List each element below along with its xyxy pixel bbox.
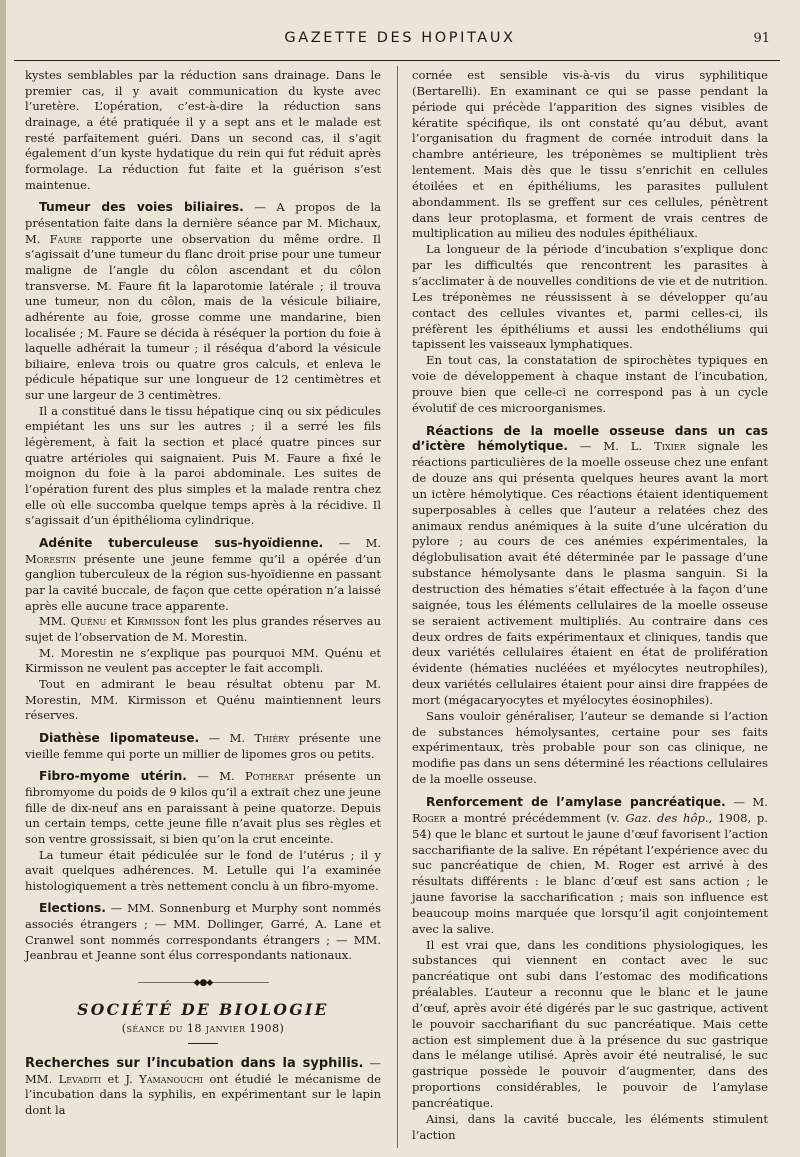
author-name: Levaditi bbox=[58, 1071, 102, 1086]
paragraph: MM. Quénu et Kirmisson font les plus grandes réserves au sujet de l’observation de M. Morestin. bbox=[25, 614, 381, 644]
page-spine-edge bbox=[0, 0, 6, 1157]
section-heading: Diathèse lipomateuse. bbox=[39, 730, 200, 745]
running-header bbox=[0, 30, 800, 60]
paragraph-amylase: Renforcement de l’amylase pancréatique. — M. Roger a montré précédemment (v. Gaz. des hôp., 1908, p. 54) que le blanc et surtout le jaune d’œuf favorisent l’action saccharifiante de la salive. En répétant l’expérience avec du suc pancréatique de chien, M. Roger est arrivé à des résultats différents : le blanc d’œuf est sans action ; le jaune favorise la saccharification ; mais son influence est beaucoup moins marquée que lorsqu’il agit conjointement avec la salive. bbox=[412, 794, 768, 936]
paragraph: Il a constitué dans le tissu hépatique cinq ou six pédicules empiétant les uns sur les autres ; il a serré les fils légèrement, à fait la section et placé quatre pinces sur quatre artérioles qui saignaient. Puis M. Faure a fixé le moignon du foie à la paroi abdominale. Les suites de l’opération furent des plus simples et la malade rentra chez elle où elle succomba quelque temps après à la récidive. Il s’agissait d’un épithélioma cylindrique. bbox=[25, 403, 381, 528]
author-name: Faure bbox=[49, 231, 82, 246]
left-column bbox=[25, 68, 381, 1119]
author-name: Yamanouchi bbox=[139, 1071, 204, 1086]
paragraph: En tout cas, la constatation de spirochètes typiques en voie de développement à chaque instant de l’incubation, prouve bien que celle-ci ne correspond pas à un cycle évolutif de ces microorganismes. bbox=[412, 353, 768, 415]
paragraph: Il est vrai que, dans les conditions physiologiques, les substances qui viennent en contact avec le suc pancréatique ont subi dans l’estomac des modifications préalables. L’auteur a reconnu que le blanc et le jaune d’œuf, après avoir été digérés par le suc gastrique, activent le pouvoir saccharifiant du suc pancréatique. Mais cette action est simplement due à la présence du suc gastrique dans le mélange utilisé. Après avoir été neutralisé, le suc gastrique possède le pouvoir d’augmenter, dans des proportions considérables, le pouvoir de l’amylase pancréatique. bbox=[412, 937, 768, 1110]
paragraph: La longueur de la période d’incubation s’explique donc par les difficultés que rencontrent les parasites à s’acclimater à de nouvelles conditions de vie et de nutrition. Les tréponèmes ne réussissent à se développer qu’au contact des cellules vivantes et, parmi celles-ci, ils préfèrent les épithéliums et aussi les endothéliums qui tapissent les vaisseaux lymphatiques. bbox=[412, 242, 768, 352]
paragraph: Sans vouloir généraliser, l’auteur se demande si l’action de substances hémolysantes, certaine pour ses faits expérimentaux, très probable pour son cas clinique, ne modifie pas dans un sens déterminé les réactions cellulaires de la moelle osseuse. bbox=[412, 708, 768, 787]
section-heading: Réactions de la moelle osseuse dans un cas d’ictère hémolytique. bbox=[412, 423, 768, 454]
author-name: Quénu bbox=[70, 614, 107, 629]
author-name: Tixier bbox=[654, 439, 686, 454]
paragraph-moelle-osseuse: Réactions de la moelle osseuse dans un cas d’ictère hémolytique. — M. L. Tixier signale les réactions particulières de la moelle osseuse chez une enfant de douze ans qui présenta quelques heures avant la mort un ictère hémolytique. Ces réactions étaient identiquement superposables à celles que l’auteur a relatées chez des animaux rendus anémiques à la suite d’une ulcération du pylore ; au cours de ces anémies expérimentales, la déglobulisation avait été déterminée par le passage d’une substance hémolysante dans le plasma sanguin. Si la destruction des hématies s’était effectuée à la façon d’une saignée, tous les éléments cellulaires de la moelle osseuse se seraient activement multipliés. Au contraire dans ces deux ordres de faits expérimentaux et cliniques, tandis que deux variétés cellulaires étaient en état de prolifération évidente (hématies nucléées et myélocytes neutrophiles), deux variétés cellulaires étaient pour ainsi dire frappées de mort (mégacaryocytes et myélocytes éosinophiles). bbox=[412, 423, 768, 707]
paragraph-tumeur-voies-biliaires: Tumeur des voies biliaires. — A propos de la présentation faite dans la dernière séance par M. Michaux, M. Faure rapporte une observation du même ordre. Il s’agissait d’une tumeur du flanc droit prise pour une tumeur maligne de l’angle du côlon ascendant et du côlon transverse. M. Faure fit la laparotomie latérale ; il trouva une tumeur, non du côlon, mais de la vésicule biliaire, adhérente au foie, grosse comme une mandarine, bien localisée ; M. Faure se décida à réséquer la portion du foie à laquelle adhérait la tumeur ; il réséqua d’abord la vésicule biliaire, enleva trois ou quatre gros calculs, et enleva le pédicule hépatique sur une longueur de 12 centimètres et sur une largeur de 3 centimètres. bbox=[25, 200, 381, 403]
seance-date: (séance du 18 janvier 1908) bbox=[121, 1022, 285, 1036]
right-column bbox=[412, 68, 768, 1144]
author-name: Kirmisson bbox=[126, 614, 180, 629]
paragraph: La tumeur était pédiculée sur le fond de l’utérus ; il y avait quelques adhérences. M. Letulle qui l’a examinée histologiquement a très nettement conclu à un fibro-myome. bbox=[25, 847, 381, 893]
header-rule bbox=[14, 60, 780, 61]
author-name: Morestin bbox=[25, 551, 77, 566]
paragraph-fibro-myome: Fibro-myome utérin. — M. Potherat présente un fibromyome du poids de 9 kilos qu’il a extrait chez une jeune fille de dix-neuf ans en paraissant à peine quatorze. Depuis un certain temps, cette jeune fille n’avait plus ses règles et son ventre grossissait, si bien qu’on la crut enceinte. bbox=[25, 769, 381, 846]
paragraph-syphilis: Recherches sur l’incubation dans la syphilis. — MM. Levaditi et J. Yamanouchi ont étudié le mécanisme de l’incubation dans la syphilis, en expérimentant sur le lapin dont la bbox=[25, 1056, 381, 1118]
paragraph-adenite: Adénite tuberculeuse sus-hyoïdienne. — M. Morestin présente une jeune femme qu’il a opérée d’un ganglion tuberculeux de la région sus-hyoïdienne en passant par la cavité buccale, de façon que cette opération n’a laissé après elle aucune trace apparente. bbox=[25, 536, 381, 613]
paragraph: M. Morestin ne s’explique pas pourquoi MM. Quénu et Kirmisson ne veulent pas accepter le fait accompli. bbox=[25, 645, 381, 676]
section-heading: Fibro-myome utérin. bbox=[39, 769, 187, 784]
paragraph-elections: Elections. — MM. Sonnenburg et Murphy sont nommés associés étrangers ; — MM. Dollinger, Garré, A. Lane et Cranwel sont nommés correspondants étrangers ; — MM. Jeanbrau et Jeanne sont élus correspondants nationaux. bbox=[25, 901, 381, 963]
author-name: Potherat bbox=[245, 769, 295, 784]
journal-title: GAZETTE DES HOPITAUX bbox=[284, 30, 516, 46]
author-name: Roger bbox=[412, 810, 446, 825]
paragraph-kystes: kystes semblables par la réduction sans drainage. Dans le premier cas, il y avait communication du kyste avec l’uretère. L’opération, c’est-à-dire la réduction sans drainage, a été pratiquée il y a sept ans et le malade est resté parfaitement guéri. Dans un second cas, il s’agit également d’un kyste hydatique du rein qui fut réduit après formolage. La réduction fut faite et la guérison s’est maintenue. bbox=[25, 68, 381, 192]
ornament-divider: ———————◆●◆——————— bbox=[137, 978, 269, 989]
paragraph: Ainsi, dans la cavité buccale, les éléments stimulent l’action bbox=[412, 1111, 768, 1142]
section-heading: Elections. bbox=[39, 901, 106, 916]
section-heading: Tumeur des voies biliaires. bbox=[39, 200, 244, 215]
section-heading: Renforcement de l’amylase pancréatique. bbox=[426, 794, 726, 809]
section-heading: Adénite tuberculeuse sus-hyoïdienne. bbox=[39, 536, 324, 551]
column-divider bbox=[397, 66, 398, 1148]
paragraph-diathese: Diathèse lipomateuse. — M. Thiéry présente une vieille femme qui porte un millier de lipomes gros ou petits. bbox=[25, 730, 381, 761]
page-number: 91 bbox=[753, 31, 770, 46]
short-rule bbox=[188, 1043, 218, 1044]
section-heading: Recherches sur l’incubation dans la syphilis. bbox=[25, 1056, 364, 1072]
society-title: SOCIÉTÉ DE BIOLOGIE bbox=[77, 999, 329, 1019]
paragraph-cornee: cornée est sensible vis-à-vis du virus syphilitique (Bertarelli). En examinant ce qui se passe pendant la période qui précède l’apparition des signes visibles de kératite spécifique, ils ont constaté qu’au début, avant l’organisation du fragment de cornée introduit dans la chambre antérieure, les tréponèmes se multiplient très lentement. Mais dès que le tissu s’enrichit en cellules étoilées et en épithéliums, les parasites pullulent abondamment. Ils se greffent sur ces cellules, pénètrent dans leur protoplasma, et forment de vrais centres de multiplication au milieu des nodules épithéliaux. bbox=[412, 68, 768, 241]
paragraph: Tout en admirant le beau résultat obtenu par M. Morestin, MM. Kirmisson et Quénu maintiennent leurs réserves. bbox=[25, 676, 381, 723]
author-name: Thiéry bbox=[254, 730, 290, 745]
journal-reference: Gaz. des hôp. bbox=[625, 810, 709, 825]
